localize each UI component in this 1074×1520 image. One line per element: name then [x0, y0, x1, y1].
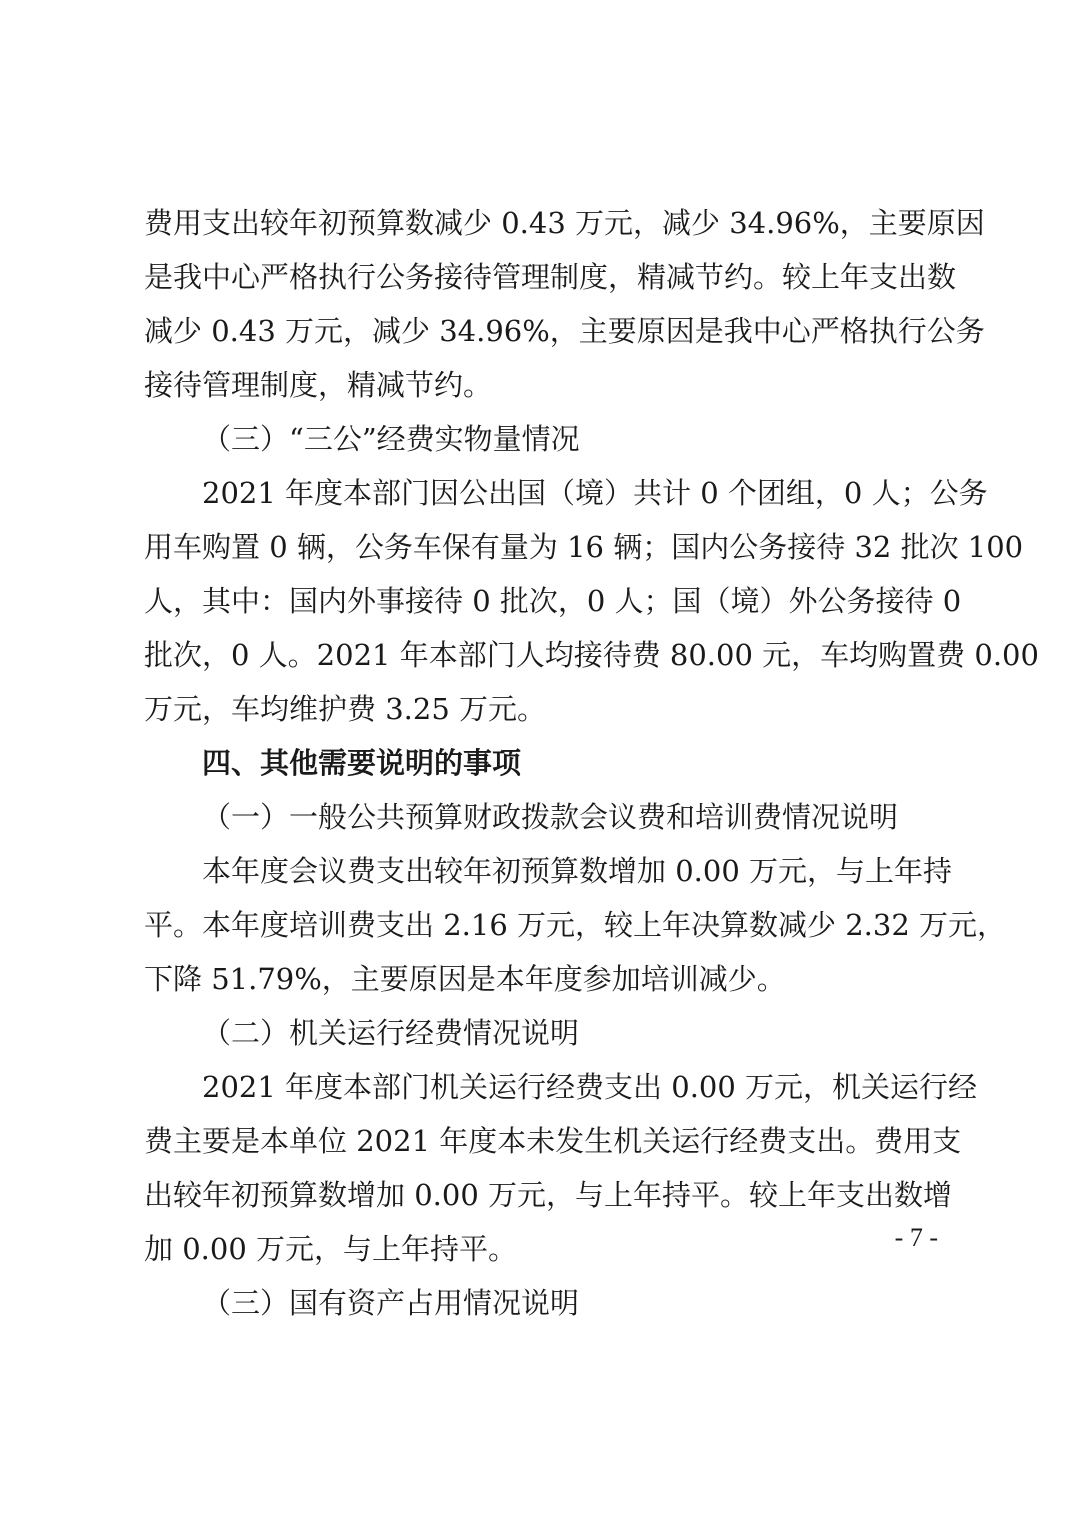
subsection-heading: （三）“三公”经费实物量情况: [202, 422, 580, 456]
paragraph-line: 2021 年度本部门机关运行经费支出 0.00 万元，机关运行经: [202, 1070, 978, 1104]
subsection-heading: （一）一般公共预算财政拨款会议费和培训费情况说明: [202, 800, 899, 834]
paragraph-line: 费用支出较年初预算数减少 0.43 万元，减少 34.96%，主要原因: [144, 206, 985, 240]
paragraph-line: 出较年初预算数增加 0.00 万元，与上年持平。较上年支出数增: [144, 1178, 953, 1212]
paragraph-line: 本年度会议费支出较年初预算数增加 0.00 万元，与上年持: [202, 854, 953, 888]
paragraph-line: 接待管理制度，精减节约。: [144, 368, 493, 402]
subsection-heading: （二）机关运行经费情况说明: [202, 1016, 580, 1050]
paragraph-line: 人，其中：国内外事接待 0 批次，0 人；国（境）外公务接待 0: [144, 584, 962, 618]
subsection-heading: （三）国有资产占用情况说明: [202, 1286, 580, 1320]
paragraph-line: 2021 年度本部门因公出国（境）共计 0 个团组，0 人；公务: [202, 476, 988, 510]
paragraph-line: 下降 51.79%，主要原因是本年度参加培训减少。: [144, 962, 786, 996]
section-heading: 四、其他需要说明的事项: [202, 746, 522, 780]
paragraph-line: 万元，车均维护费 3.25 万元。: [144, 692, 547, 726]
paragraph-line: 费主要是本单位 2021 年度本未发生机关运行经费支出。费用支: [144, 1124, 962, 1158]
paragraph-line: 加 0.00 万元，与上年持平。: [144, 1232, 518, 1266]
paragraph-line: 减少 0.43 万元，减少 34.96%，主要原因是我中心严格执行公务: [144, 314, 985, 348]
paragraph-line: 用车购置 0 辆，公务车保有量为 16 辆；国内公务接待 32 批次 100: [144, 530, 1024, 564]
paragraph-line: 批次，0 人。2021 年本部门人均接待费 80.00 元，车均购置费 0.00: [144, 638, 1039, 672]
paragraph-line: 平。本年度培训费支出 2.16 万元，较上年决算数减少 2.32 万元，: [144, 908, 1007, 942]
paragraph-line: 是我中心严格执行公务接待管理制度，精减节约。较上年支出数: [144, 260, 957, 294]
page-number: - 7 -: [894, 1223, 938, 1252]
